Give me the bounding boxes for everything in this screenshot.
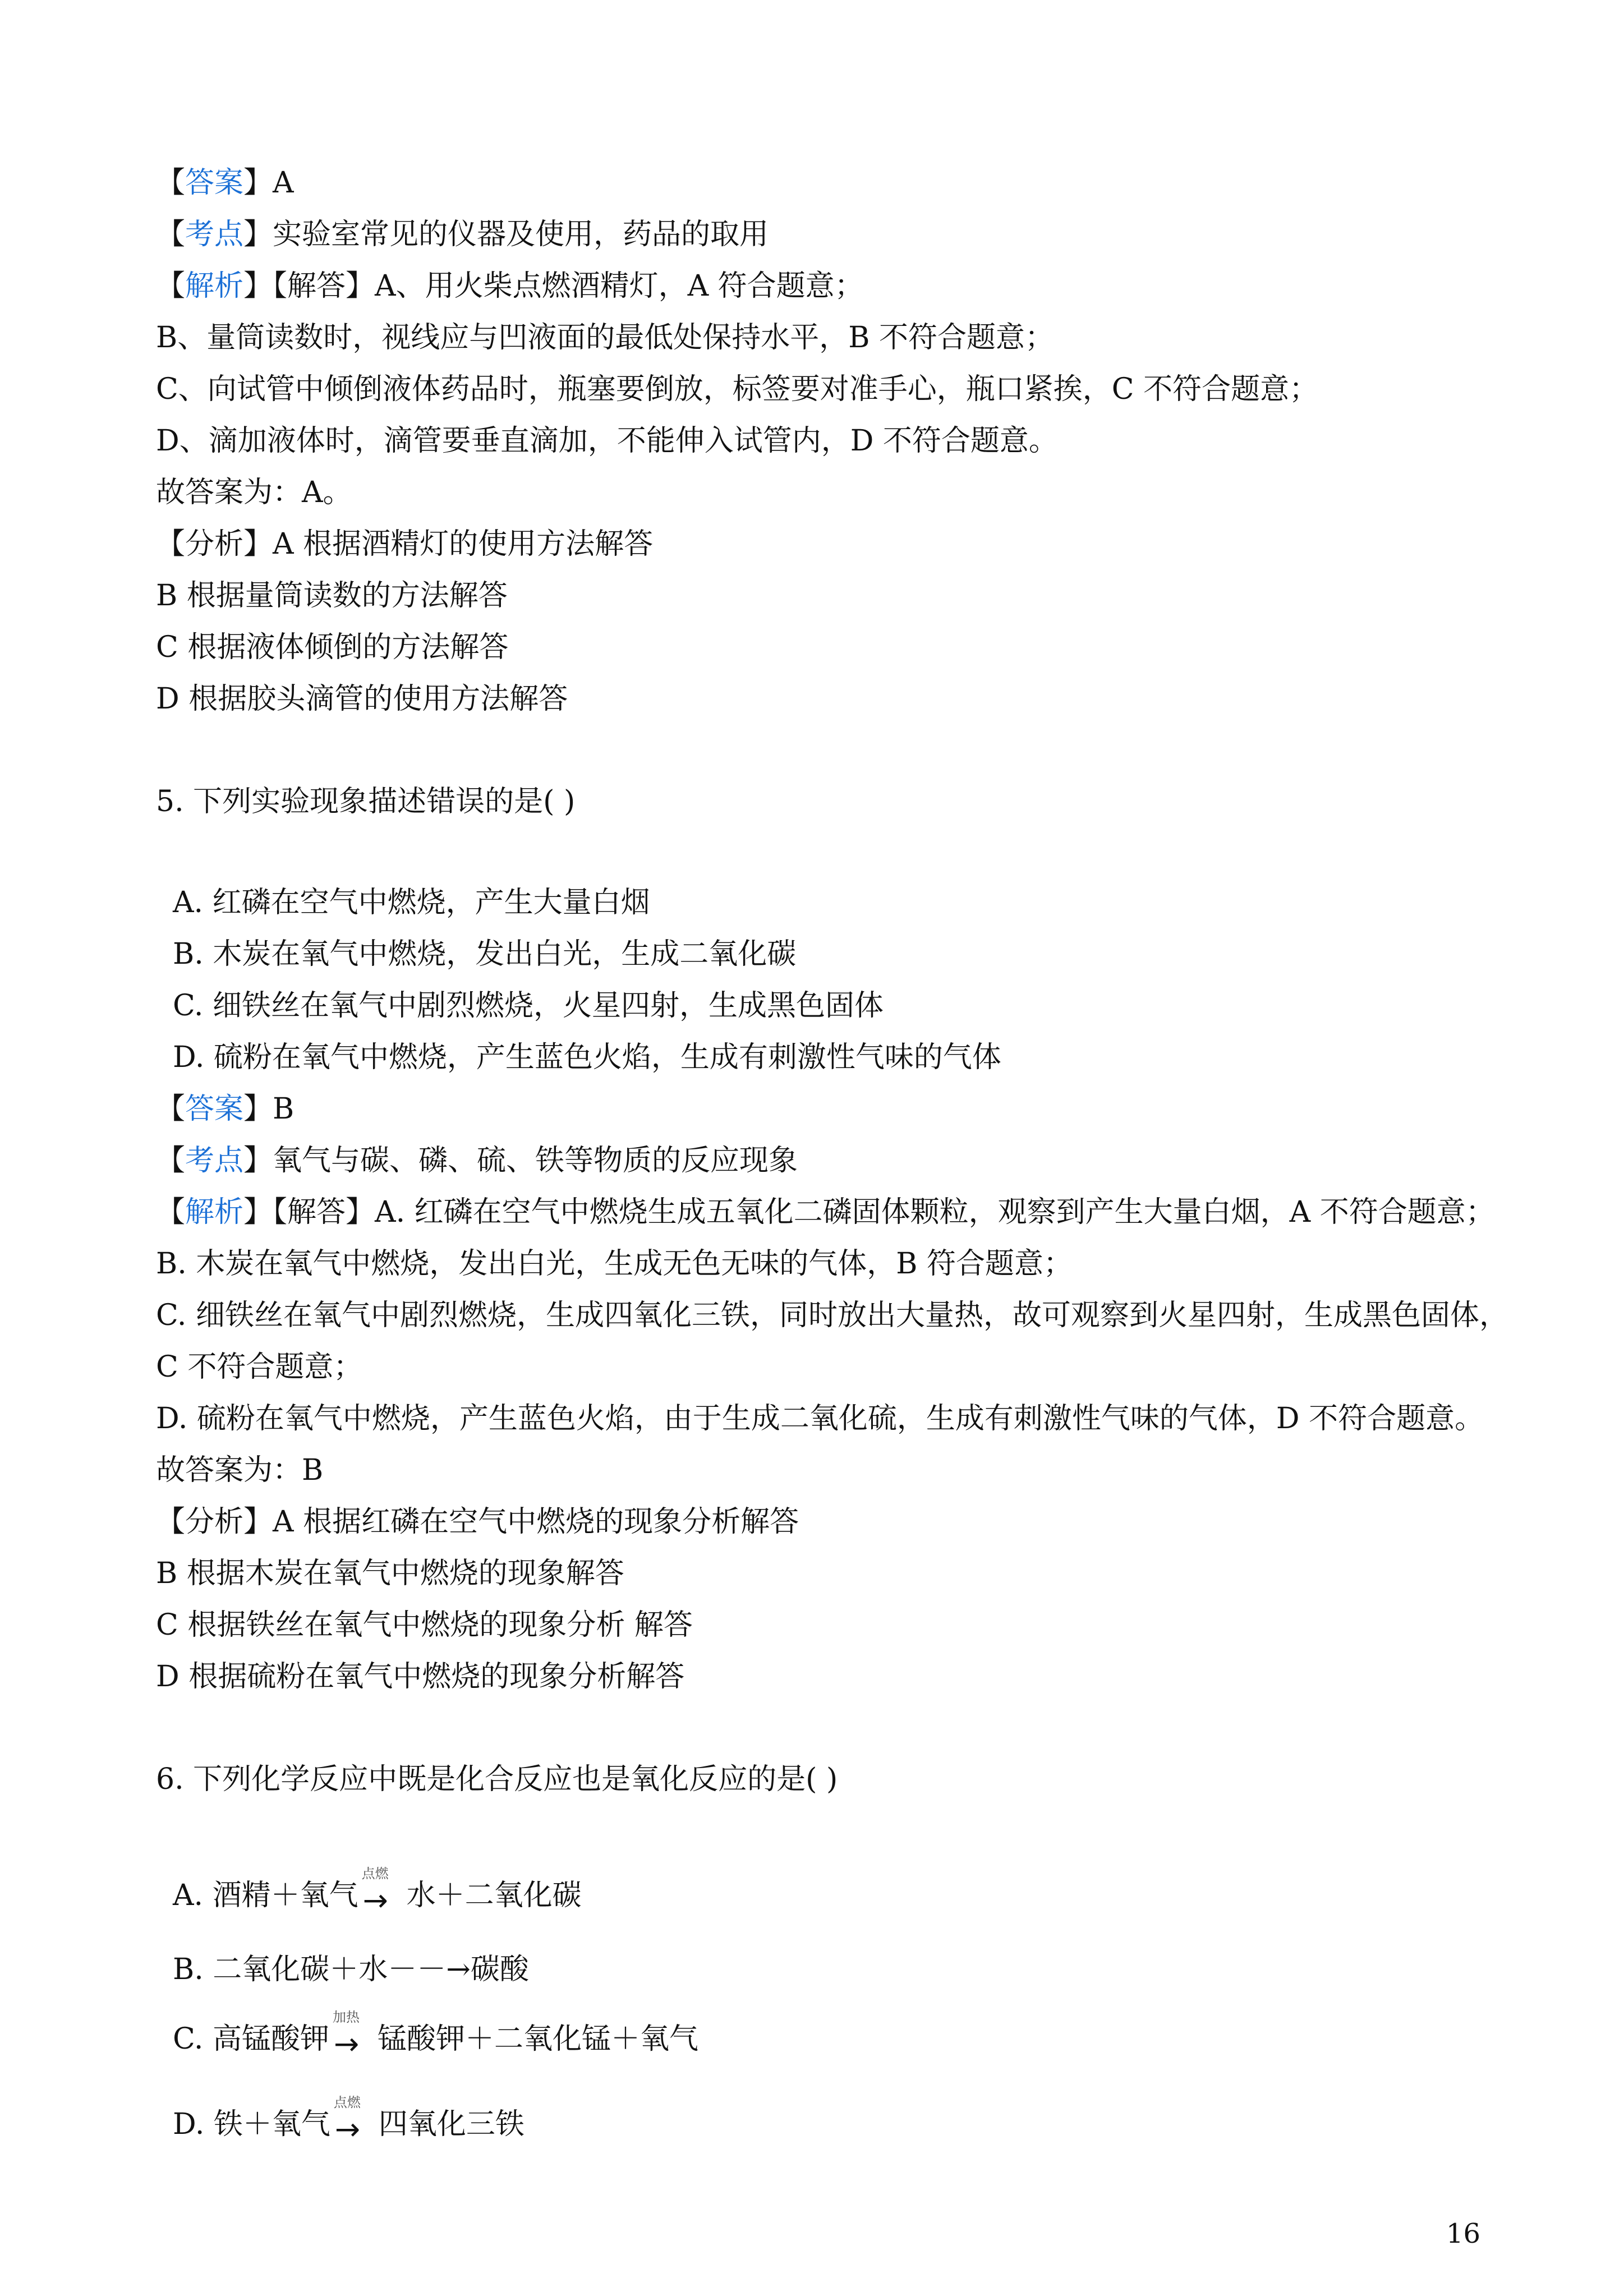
- summary-line: C 根据铁丝在氧气中燃烧的现象分析 解答: [156, 1608, 693, 1642]
- answer-tag: 答案: [185, 166, 244, 200]
- analysis-line: 【解析】【解答】A. 红磷在空气中燃烧生成五氧化二磷固体颗粒，观察到产生大量白烟，A 不符合题意；: [156, 1195, 1495, 1229]
- option-a-reactants: A. 酒精＋氧气: [173, 1879, 358, 1912]
- reaction-arrow: [329, 2009, 378, 2062]
- explanation-line: B、量筒读数时，视线应与凹液面的最低处保持水平，B 不符合题意；: [156, 321, 1054, 355]
- analysis-line: 【解析】【解答】A、用火柴点燃酒精灯，A 符合题意；: [156, 269, 864, 303]
- question-6-stem: 6. 下列化学反应中既是化合反应也是氧化反应的是( ): [156, 1763, 838, 1796]
- summary-line: D 根据硫粉在氧气中燃烧的现象分析解答: [156, 1660, 685, 1694]
- answer-value: B: [273, 1092, 295, 1126]
- summary-line: 【分析】A 根据酒精灯的使用方法解答: [156, 527, 654, 561]
- summary-line: D 根据胶头滴管的使用方法解答: [156, 682, 568, 716]
- point-text: 实验室常见的仪器及使用，药品的取用: [273, 218, 769, 251]
- question-5-option-c: C. 细铁丝在氧气中剧烈燃烧，火星四射，生成黑色固体: [173, 989, 884, 1023]
- question-5-option-b: B. 木炭在氧气中燃烧，发出白光，生成二氧化碳: [173, 937, 797, 971]
- answer-line: 【答案】B: [156, 1092, 295, 1126]
- question-5-option-a: A. 红磷在空气中燃烧，产生大量白烟: [173, 886, 650, 919]
- question-5-stem: 5. 下列实验现象描述错误的是( ): [156, 785, 576, 818]
- arrow-icon: →: [334, 2026, 360, 2062]
- explanation-line: D. 硫粉在氧气中燃烧，产生蓝色火焰，由于生成二氧化硫，生成有刺激性气味的气体，D 不符合题意。: [156, 1402, 1484, 1435]
- reaction-arrow: [358, 1866, 407, 1918]
- reaction-condition: 加热: [333, 2009, 360, 2025]
- point-line: 【考点】氧气与碳、磷、硫、铁等物质的反应现象: [156, 1144, 798, 1177]
- explanation-line: C、向试管中倾倒液体药品时，瓶塞要倒放，标签要对准手心，瓶口紧挨，C 不符合题意；: [156, 372, 1319, 406]
- analysis-text: 【解答】A、用火柴点燃酒精灯，A 符合题意；: [273, 269, 864, 303]
- final-answer-line: 故答案为：A。: [156, 476, 352, 509]
- question-5-option-d: D. 硫粉在氧气中燃烧，产生蓝色火焰，生成有刺激性气味的气体: [173, 1041, 1001, 1074]
- analysis-tag: 解析: [185, 1195, 244, 1229]
- analysis-text: 【解答】A. 红磷在空气中燃烧生成五氧化二磷固体颗粒，观察到产生大量白烟，A 不符合题意；: [273, 1195, 1495, 1229]
- option-d-reactants: D. 铁＋氧气: [173, 2108, 330, 2141]
- question-6-option-a: [173, 1866, 582, 1918]
- option-d-products: 四氧化三铁: [378, 2108, 525, 2141]
- reaction-condition: 点燃: [361, 1866, 389, 1881]
- answer-line: 【答案】A: [156, 166, 294, 200]
- arrow-icon: →: [362, 1883, 388, 1918]
- arrow-icon: →: [334, 2111, 361, 2147]
- question-6-option-c: [173, 2009, 699, 2062]
- point-text: 氧气与碳、磷、硫、铁等物质的反应现象: [273, 1144, 798, 1177]
- explanation-line: B. 木炭在氧气中燃烧，发出白光，生成无色无味的气体，B 符合题意；: [156, 1247, 1073, 1281]
- question-6-option-b: B. 二氧化碳＋水－－→碳酸: [173, 1953, 529, 1986]
- final-answer-line: 故答案为：B: [156, 1453, 324, 1487]
- summary-line: B 根据量筒读数的方法解答: [156, 579, 508, 613]
- page-number: 16: [1446, 2218, 1481, 2249]
- question-6-option-d: [173, 2095, 525, 2147]
- explanation-line: C 不符合题意；: [156, 1350, 363, 1384]
- explanation-line: C. 细铁丝在氧气中剧烈燃烧，生成四氧化三铁，同时放出大量热，故可观察到火星四射，生成黑色固体，: [156, 1299, 1508, 1332]
- point-tag: 考点: [185, 218, 244, 251]
- explanation-line: D、滴加液体时，滴管要垂直滴加，不能伸入试管内，D 不符合题意。: [156, 424, 1058, 458]
- analysis-tag: 解析: [185, 269, 244, 303]
- point-tag: 考点: [185, 1144, 244, 1177]
- summary-line: C 根据液体倾倒的方法解答: [156, 631, 509, 664]
- reaction-condition: 点燃: [333, 2095, 361, 2110]
- summary-line: 【分析】A 根据红磷在空气中燃烧的现象分析解答: [156, 1505, 799, 1539]
- answer-tag: 答案: [185, 1092, 244, 1126]
- option-c-reactants: C. 高锰酸钾: [173, 2022, 329, 2056]
- option-c-products: 锰酸钾＋二氧化锰＋氧气: [378, 2022, 699, 2056]
- summary-line: B 根据木炭在氧气中燃烧的现象解答: [156, 1557, 624, 1590]
- option-a-products: 水＋二氧化碳: [406, 1879, 582, 1912]
- reaction-arrow: [330, 2095, 379, 2147]
- point-line: 【考点】实验室常见的仪器及使用，药品的取用: [156, 218, 769, 251]
- answer-value: A: [273, 166, 294, 200]
